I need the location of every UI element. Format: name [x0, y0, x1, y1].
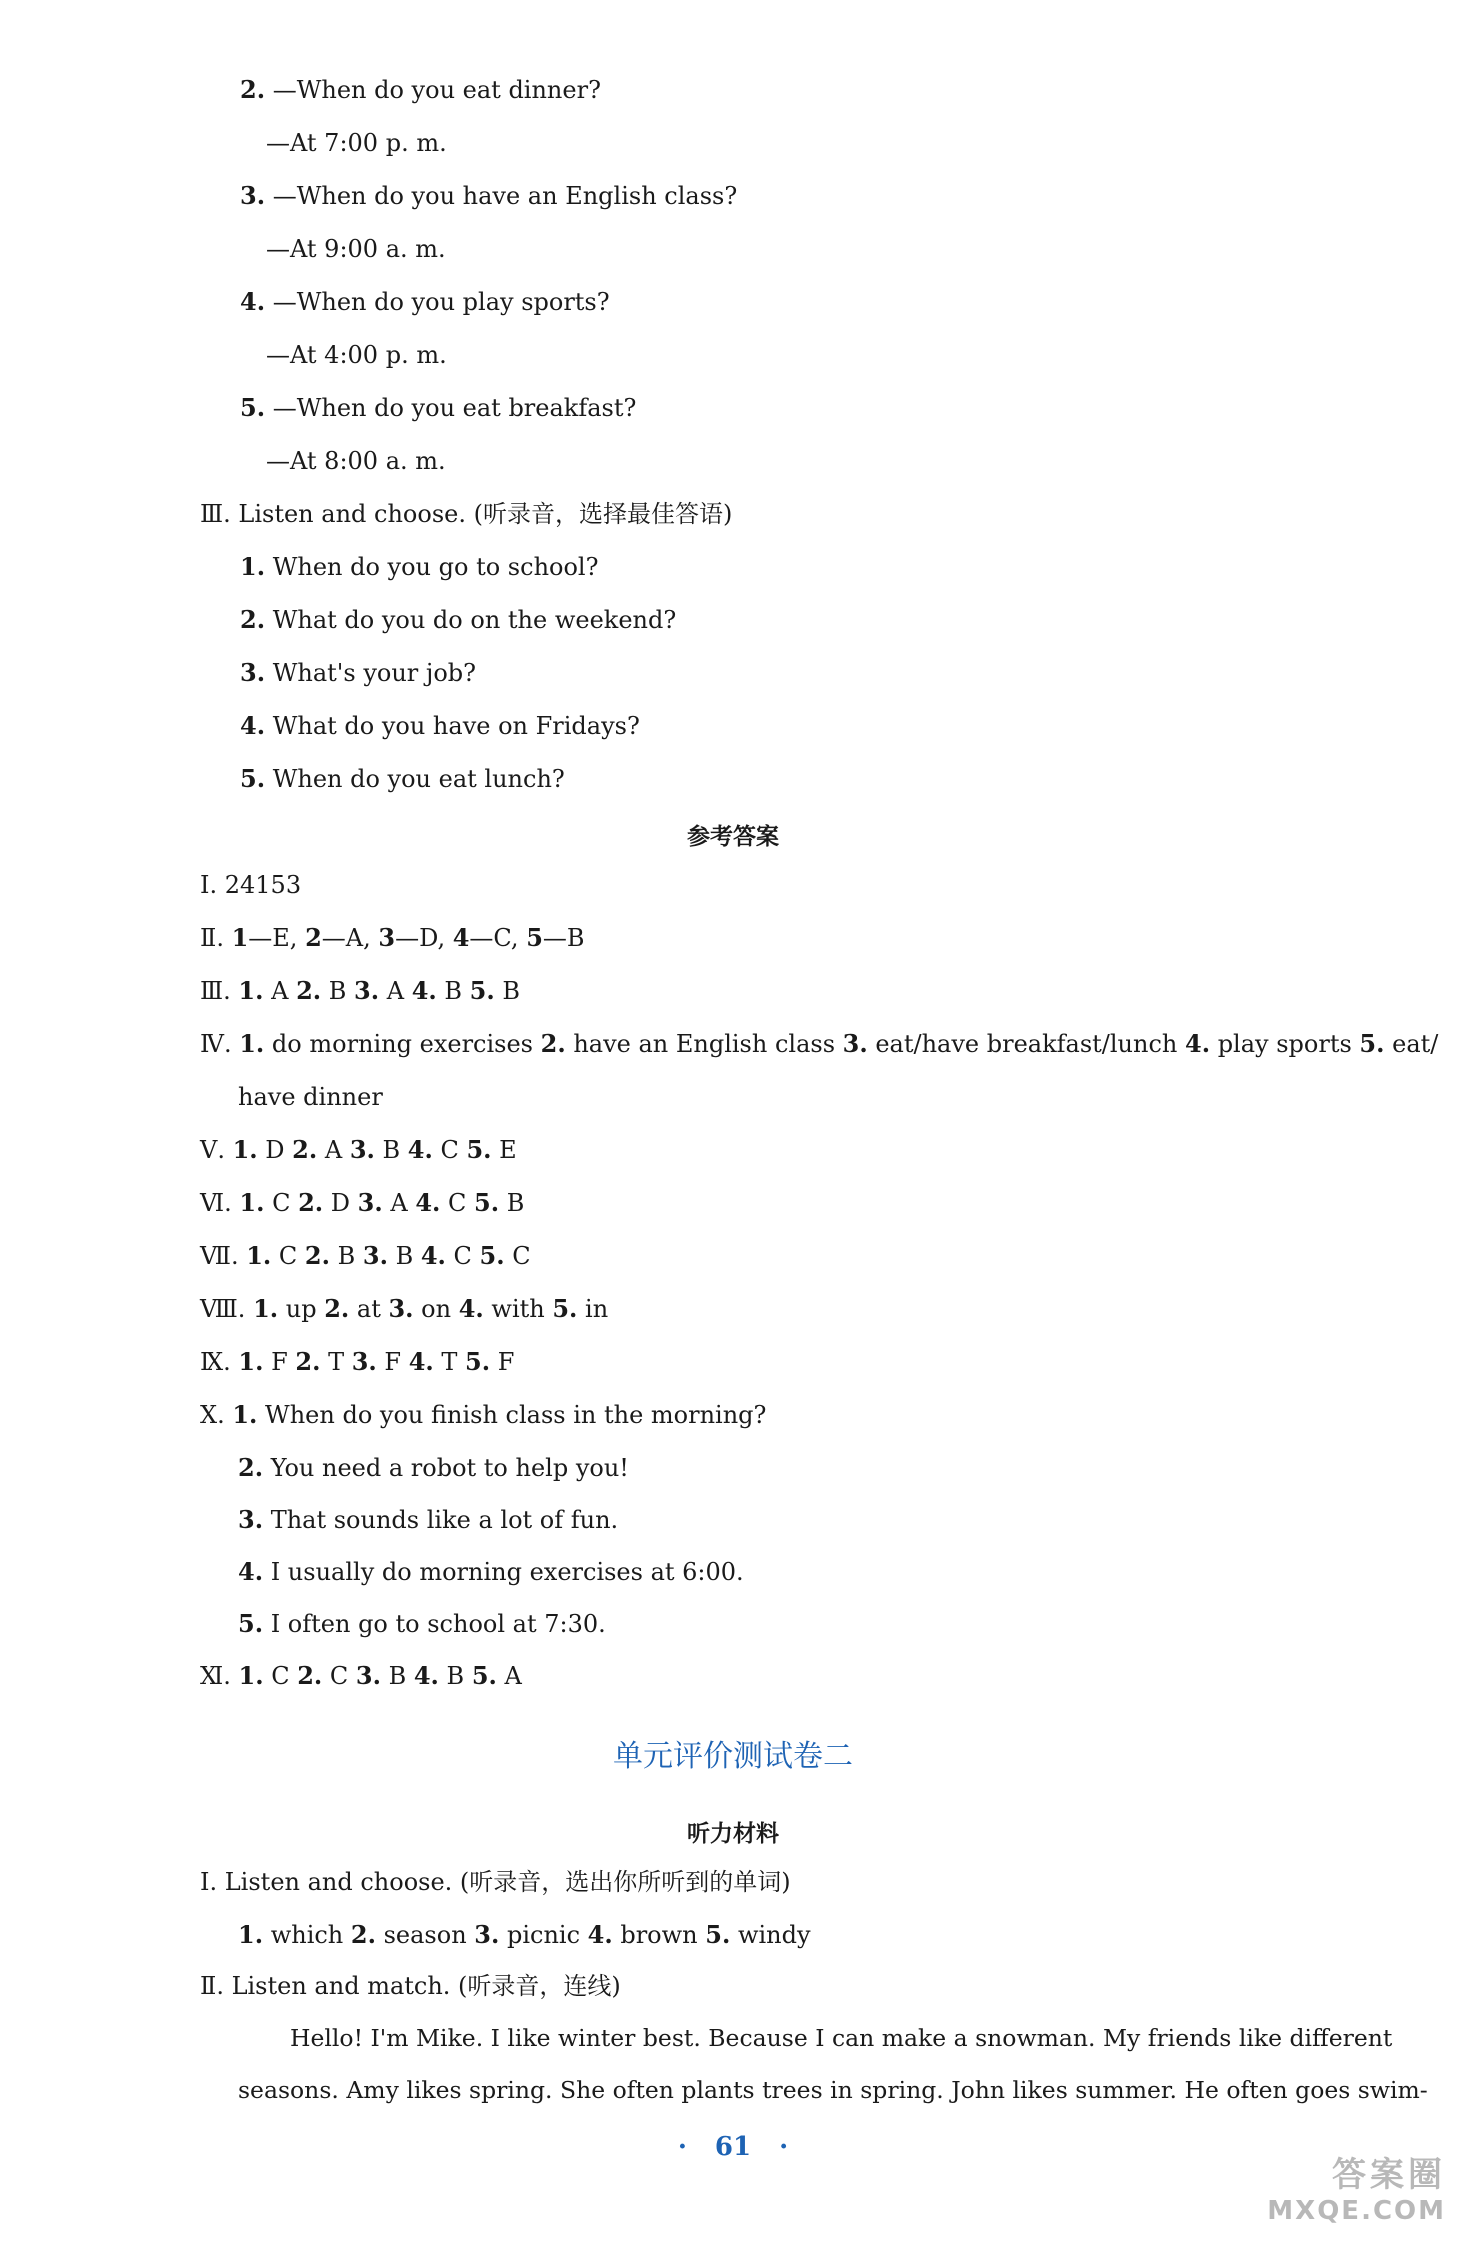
item-number: 5.: [465, 1347, 491, 1376]
answer-value: C: [271, 1242, 305, 1270]
answer-value: with: [483, 1295, 553, 1323]
item-number: 1.: [238, 1661, 264, 1690]
item-number: 3.: [238, 1505, 264, 1534]
answer-10-item: [238, 1505, 618, 1535]
answer-7: [200, 1241, 531, 1271]
answer-value: T: [320, 1348, 352, 1376]
word: picnic: [499, 1921, 588, 1949]
answer-value: C: [322, 1662, 356, 1690]
transcript-q3: [240, 181, 737, 211]
unit2-title: 单元评价测试卷二: [613, 1739, 853, 1774]
item-number: 3.: [357, 1188, 383, 1217]
item-text: When do you go to school?: [265, 553, 599, 581]
page-dot: ·: [779, 2132, 789, 2162]
answer-10-item: [238, 1557, 744, 1587]
item-number: 2.: [298, 1188, 324, 1217]
item-number: 3.: [355, 1661, 381, 1690]
answer-value: T: [433, 1348, 466, 1376]
answer-value: on: [413, 1295, 459, 1323]
item-number: 1.: [238, 1347, 264, 1376]
page-number: 61: [714, 2132, 752, 2162]
transcript-a2: —At 7:00 p. m.: [266, 129, 447, 157]
answer-label: Ⅹ.: [200, 1401, 233, 1429]
answer-value: —A,: [321, 924, 379, 952]
item-number: 1.: [239, 1188, 265, 1217]
passage-line: seasons. Amy likes spring. She often plants trees in spring. John likes summer. He often goes swim-: [238, 2076, 1428, 2104]
item-number: 4.: [238, 1557, 264, 1586]
item-number: 2.: [295, 1347, 321, 1376]
answer-value: C: [432, 1136, 467, 1164]
item-number: 3.: [354, 976, 380, 1005]
answer-value: eat/have breakfast/lunch: [867, 1030, 1185, 1058]
word: windy: [730, 1921, 811, 1949]
sec3-item: [240, 552, 598, 582]
answer-value: B: [387, 1242, 421, 1270]
item-number: 4.: [415, 1188, 441, 1217]
item-number: 1.: [253, 1294, 279, 1323]
page-number-area: [0, 2132, 1466, 2162]
item-number: 1.: [240, 552, 266, 581]
item-number: 3.: [842, 1029, 868, 1058]
item-number: 5.: [240, 764, 266, 793]
answer-label: Ⅲ.: [200, 977, 239, 1005]
item-number: 4.: [411, 976, 437, 1005]
answer-value: eat/: [1384, 1030, 1439, 1058]
item-number: 2.: [350, 1920, 376, 1949]
answer-value: up: [278, 1295, 325, 1323]
answers-heading: 参考答案: [687, 824, 779, 850]
answer-value: B: [380, 1662, 414, 1690]
item-number: 5.: [469, 976, 495, 1005]
answer-value: F: [263, 1348, 296, 1376]
watermark: [1267, 2147, 1446, 2226]
answer-value: —E,: [248, 924, 306, 952]
item-text: I usually do morning exercises at 6:00.: [263, 1558, 744, 1586]
answer-label: Ⅷ.: [200, 1295, 254, 1323]
answer-value: D: [323, 1189, 358, 1217]
item-number: 1: [231, 923, 249, 952]
item-text: That sounds like a lot of fun.: [263, 1506, 619, 1534]
answer-8: [200, 1294, 608, 1324]
answer-10-item: [238, 1609, 606, 1639]
item-number: 5.: [474, 1188, 500, 1217]
transcript-a5: —At 8:00 a. m.: [266, 447, 446, 475]
answer-value: C: [264, 1189, 299, 1217]
transcript-a3: —At 9:00 a. m.: [266, 235, 446, 263]
answer-value: at: [349, 1295, 389, 1323]
answer-value: C: [263, 1662, 298, 1690]
item-number: 5.: [552, 1294, 578, 1323]
item-number: 1.: [232, 1135, 258, 1164]
answer-value: B: [329, 1242, 363, 1270]
item-number: 4.: [413, 1661, 439, 1690]
answer-value: B: [494, 977, 520, 1005]
answer-label: Ⅵ.: [200, 1189, 240, 1217]
item-text: When do you eat lunch?: [265, 765, 565, 793]
item-number: 1.: [232, 1400, 258, 1429]
item-number: 5.: [240, 393, 266, 422]
answer-value: have an English class: [565, 1030, 843, 1058]
sec3-item: [240, 605, 676, 635]
word: brown: [612, 1921, 706, 1949]
item-text: What do you have on Fridays?: [265, 712, 640, 740]
answer-value: C: [504, 1242, 531, 1270]
answer-value: A: [263, 977, 297, 1005]
question-text: —When do you eat breakfast?: [272, 394, 637, 422]
answer-value: B: [321, 977, 355, 1005]
item-text: What do you do on the weekend?: [265, 606, 677, 634]
answer-value: F: [490, 1348, 515, 1376]
item-text: You need a robot to help you!: [263, 1454, 629, 1482]
answer-value: B: [499, 1189, 525, 1217]
item-number: 3.: [474, 1920, 500, 1949]
answer-1: Ⅰ. 24153: [200, 871, 302, 899]
item-number: 4.: [407, 1135, 433, 1164]
item-number: 2.: [297, 1661, 323, 1690]
transcript-q2: [240, 75, 601, 105]
answer-value: —D,: [395, 924, 453, 952]
answer-value: in: [577, 1295, 609, 1323]
unit2-section1-title: Ⅰ. Listen and choose. (听录音，选出你所听到的单词): [200, 1868, 791, 1896]
item-number: 1.: [239, 1029, 265, 1058]
answer-11: [200, 1661, 522, 1691]
answer-value: —B: [542, 924, 585, 952]
item-number: 3.: [240, 181, 266, 210]
sec3-item: [240, 764, 565, 794]
item-number: 4: [452, 923, 470, 952]
answer-3: [200, 976, 520, 1006]
item-number: 2.: [292, 1135, 318, 1164]
answer-2: [200, 923, 585, 953]
item-number: 3.: [349, 1135, 375, 1164]
answer-label: Ⅱ.: [200, 924, 232, 952]
word: which: [263, 1921, 351, 1949]
item-number: 4.: [408, 1347, 434, 1376]
item-text: What's your job?: [265, 659, 476, 687]
item-number: 5.: [705, 1920, 731, 1949]
item-number: 2.: [540, 1029, 566, 1058]
item-text: I often go to school at 7:30.: [263, 1610, 606, 1638]
passage-line: Hello! I'm Mike. I like winter best. Because I can make a snowman. My friends like different: [290, 2024, 1393, 2052]
transcript-a4: —At 4:00 p. m.: [266, 341, 447, 369]
answer-4: [200, 1029, 1438, 1059]
answer-value: E: [491, 1136, 517, 1164]
answer-value: B: [436, 977, 470, 1005]
item-number: 2.: [296, 976, 322, 1005]
item-number: 3.: [362, 1241, 388, 1270]
item-number: 2.: [324, 1294, 350, 1323]
answer-label: Ⅴ.: [200, 1136, 233, 1164]
answer-value: D: [257, 1136, 293, 1164]
answer-value: C: [440, 1189, 474, 1217]
item-number: 5.: [1359, 1029, 1385, 1058]
item-number: 2.: [240, 75, 266, 104]
item-number: 1.: [238, 1920, 264, 1949]
answer-value: A: [382, 1189, 416, 1217]
sec3-item: [240, 658, 476, 688]
answer-label: Ⅸ.: [200, 1348, 239, 1376]
item-number: 4.: [458, 1294, 484, 1323]
item-number: 3.: [388, 1294, 414, 1323]
answer-value: A: [379, 977, 412, 1005]
answer-value: F: [376, 1348, 409, 1376]
item-number: 2: [305, 923, 322, 952]
unit2-subheading: 听力材料: [687, 1821, 779, 1847]
item-number: 1.: [238, 976, 264, 1005]
item-number: 5.: [466, 1135, 492, 1164]
answer-9: [200, 1347, 514, 1377]
answer-value: do morning exercises: [264, 1030, 541, 1058]
item-number: 4.: [587, 1920, 613, 1949]
word: season: [375, 1921, 475, 1949]
page-dot: ·: [677, 2132, 687, 2162]
answer-value: C: [445, 1242, 480, 1270]
item-number: 4.: [420, 1241, 446, 1270]
watermark-url: MXQE.COM: [1267, 2196, 1446, 2226]
answer-5: [200, 1135, 517, 1165]
item-number: 1.: [246, 1241, 272, 1270]
answer-value: B: [438, 1662, 472, 1690]
answer-10-item: [238, 1453, 629, 1483]
answer-label: Ⅺ.: [200, 1662, 239, 1690]
item-number: 4.: [240, 287, 266, 316]
answer-value: play sports: [1210, 1030, 1360, 1058]
answer-value: A: [317, 1136, 350, 1164]
question-text: —When do you eat dinner?: [272, 76, 601, 104]
question-text: —When do you have an English class?: [272, 182, 738, 210]
transcript-q4: [240, 287, 610, 317]
answer-value: A: [496, 1662, 522, 1690]
item-text: When do you finish class in the morning?: [257, 1401, 767, 1429]
item-number: 2.: [240, 605, 266, 634]
item-number: 3: [378, 923, 396, 952]
item-number: 2.: [304, 1241, 330, 1270]
question-text: —When do you play sports?: [272, 288, 610, 316]
answer-10: [200, 1400, 766, 1430]
item-number: 5.: [479, 1241, 505, 1270]
unit2-section2-title: Ⅱ. Listen and match. (听录音，连线): [200, 1972, 621, 2000]
item-number: 4.: [1185, 1029, 1211, 1058]
answer-label: Ⅶ.: [200, 1242, 247, 1270]
sec3-item: [240, 711, 640, 741]
item-number: 4.: [240, 711, 266, 740]
item-number: 5.: [471, 1661, 497, 1690]
answer-label: Ⅳ.: [200, 1030, 240, 1058]
item-number: 5.: [238, 1609, 264, 1638]
item-number: 3.: [240, 658, 266, 687]
item-number: 2.: [238, 1453, 264, 1482]
item-number: 5: [526, 923, 543, 952]
unit2-section1-words: [238, 1920, 811, 1950]
transcript-q5: [240, 393, 636, 423]
answer-6: [200, 1188, 524, 1218]
answer-value: —C,: [469, 924, 527, 952]
section3-title: Ⅲ. Listen and choose. (听录音，选择最佳答语): [200, 500, 733, 528]
item-number: 3.: [351, 1347, 377, 1376]
answer-value: B: [374, 1136, 408, 1164]
answer-4-continued: have dinner: [238, 1083, 383, 1111]
watermark-logo-text: 答案圈: [1332, 2155, 1446, 2195]
